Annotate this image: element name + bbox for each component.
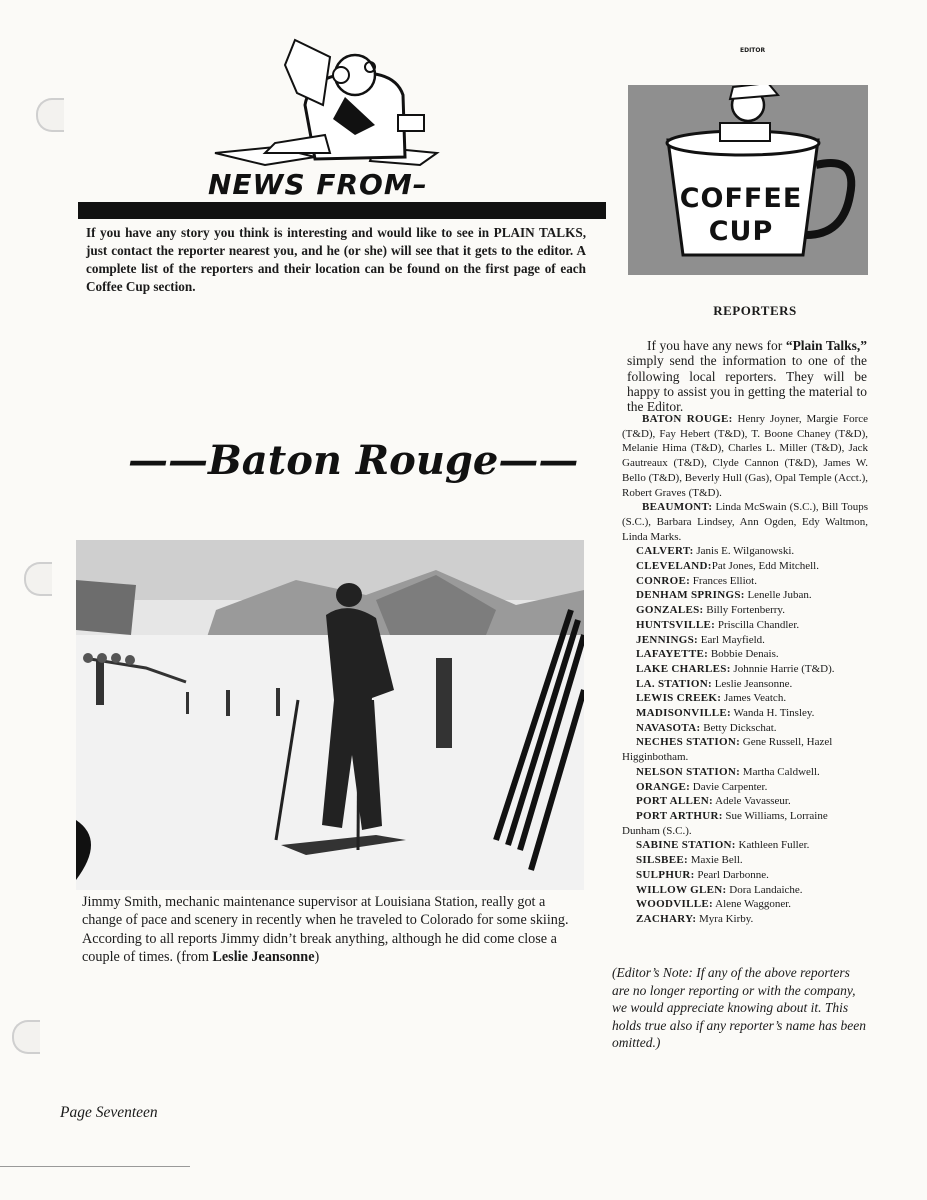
reporter-names: Martha Caldwell. xyxy=(742,765,820,778)
reporter-entry xyxy=(622,633,868,648)
cup-word: CUP xyxy=(708,216,774,247)
reporters-intro-text-b: simply send the information to one of the following local reporters. They will be happy to assist you in getting the material to the Editor. xyxy=(627,353,867,415)
reporter-location: CALVERT: xyxy=(636,545,694,558)
coffee-cup-logo xyxy=(628,47,868,275)
reporter-entry xyxy=(622,897,868,912)
reporters-heading: REPORTERS xyxy=(713,303,797,318)
reporter-names: Linda McSwain (S.C.), Bill Toups (S.C.), Barbara Lindsey, Ann Ogden, Edy Waltmon, Linda Marks. xyxy=(622,501,868,543)
plain-talks-name: “Plain Talks,” xyxy=(785,338,867,353)
reporter-location: LA. STATION: xyxy=(636,677,712,690)
reporter-names: Pat Jones, Edd Mitchell. xyxy=(711,560,819,573)
reporter-entry xyxy=(622,765,868,780)
reporter-location: BATON ROUGE: xyxy=(642,413,733,425)
reporter-names: Dora Landaiche. xyxy=(729,883,803,896)
reporter-names: Johnnie Harrie (T&D). xyxy=(733,662,835,675)
reporter-entry xyxy=(622,794,868,809)
reporter-entry xyxy=(622,853,868,868)
reporter-entry xyxy=(622,662,868,677)
reporter-entry xyxy=(622,838,868,853)
reporter-location: SILSBEE: xyxy=(636,854,688,867)
reporter-location: NELSON STATION: xyxy=(636,765,741,778)
binder-hole-middle xyxy=(24,562,52,596)
reporter-location: ORANGE: xyxy=(636,780,691,793)
reporter-names: Myra Kirby. xyxy=(699,912,754,925)
reporter-entry xyxy=(622,868,868,883)
reporter-names: Earl Mayfield. xyxy=(700,633,765,646)
reporter-names: Wanda H. Tinsley. xyxy=(733,707,815,720)
reporter-location: WILLOW GLEN: xyxy=(636,883,727,896)
reporters-intro xyxy=(627,338,867,414)
reporter-location: LAFAYETTE: xyxy=(636,648,709,661)
reporter-location: PORT ARTHUR: xyxy=(636,809,723,822)
reporter-entry xyxy=(622,883,868,898)
reporter-location: PORT ALLEN: xyxy=(636,795,713,808)
reporter-entry xyxy=(622,735,868,764)
footer-rule xyxy=(0,1166,190,1167)
reporter-entry xyxy=(622,647,868,662)
reporter-entry xyxy=(622,500,868,544)
skiing-photo xyxy=(76,540,584,890)
reporter-entry xyxy=(622,691,868,706)
photo-caption xyxy=(82,893,582,967)
reporter-names: Betty Dickschat. xyxy=(703,721,777,734)
reporter-names: Bobbie Denais. xyxy=(710,648,779,661)
reporter-location: JENNINGS: xyxy=(636,633,698,646)
reporter-names: Sue Williams, Lorraine Dunham (S.C.). xyxy=(622,809,828,837)
reporter-location: DENHAM SPRINGS: xyxy=(636,589,745,602)
reading-man-cartoon-illustration xyxy=(205,35,445,170)
reporter-location: HUNTSVILLE: xyxy=(636,618,716,631)
reporter-entry xyxy=(622,721,868,736)
reporter-location: CONROE: xyxy=(636,574,691,587)
caption-text: Jimmy Smith, mechanic maintenance supervisor at Louisiana Station, really got a change of pace and scenery in recently when he traveled to Colorado for some skiing. According to all reports Jimmy didn’t break anything, although he did come close a couple of times. (from xyxy=(82,894,569,966)
reporter-names: Adele Vavasseur. xyxy=(715,795,791,808)
reporter-entry xyxy=(622,706,868,721)
skier-photo-illustration xyxy=(76,540,584,890)
reporter-location: NECHES STATION: xyxy=(636,736,741,749)
binder-hole-top xyxy=(36,98,64,132)
reporter-location: BEAUMONT: xyxy=(642,501,713,514)
reporter-entry xyxy=(622,809,868,838)
reporter-entry xyxy=(622,588,868,603)
reporter-entry xyxy=(622,559,868,574)
reporter-entry xyxy=(622,780,868,795)
reporter-location: SABINE STATION: xyxy=(636,839,736,852)
reporter-names: Lenelle Juban. xyxy=(747,589,812,602)
reporter-location: ZACHARY: xyxy=(636,912,697,925)
reporter-entry xyxy=(622,544,868,559)
reporter-names: Priscilla Chandler. xyxy=(717,618,800,631)
reporter-names: Frances Elliot. xyxy=(692,574,757,587)
editor-note: (Editor’s Note: If any of the above reporters are no longer reporting or with the company, we would appreciate knowing about it. This holds true also if any reporter’s name has been omitted.) xyxy=(612,965,866,1050)
section-title-baton-rouge: ——Baton Rouge—— xyxy=(128,437,579,484)
reporter-names: Henry Joyner, Margie Force (T&D), Fay Hebert (T&D), T. Boone Chaney (T&D), Melanie Hima (T&D), Charles L. Miller (T&D), Jack Gautreaux (T&D), Clyde Cannon (T&D), James W. Bello (T&D), Beverly Hull (Gas), Opal Temple (Acct.), Robert Graves (T&D). xyxy=(622,413,869,499)
reporter-names: James Veatch. xyxy=(723,692,787,705)
reporter-location: MADISONVILLE: xyxy=(636,707,731,720)
caption-close: ) xyxy=(314,949,320,966)
reporter-location: NAVASOTA: xyxy=(636,721,701,734)
reporters-intro-text-a: If you have any news for xyxy=(647,338,786,353)
reporter-entry xyxy=(622,618,868,633)
binder-hole-bottom xyxy=(12,1020,40,1054)
reporter-names: Leslie Jeansonne. xyxy=(714,677,793,690)
reporter-location: LEWIS CREEK: xyxy=(636,692,722,705)
reporter-names: Janis E. Wilganowski. xyxy=(696,545,795,558)
reporter-location: WOODVILLE: xyxy=(636,898,713,911)
reporter-names: Gene Russell, Hazel Higginbotham. xyxy=(622,736,833,764)
reporter-entry xyxy=(622,677,868,692)
reporter-location: LAKE CHARLES: xyxy=(636,662,731,675)
news-from-heading: NEWS FROM– xyxy=(208,168,428,201)
reporter-entry xyxy=(622,574,868,589)
reporter-names: Davie Carpenter. xyxy=(692,780,768,793)
reporter-location: CLEVELAND: xyxy=(636,560,712,573)
caption-credit: Leslie Jeansonne xyxy=(212,949,315,966)
reporter-entry xyxy=(622,912,868,927)
editor-hat-label: EDITOR xyxy=(740,47,766,54)
reporter-entry xyxy=(622,603,868,618)
heading-underline-bar xyxy=(78,202,606,219)
reporters-list xyxy=(622,412,868,927)
intro-paragraph: If you have any story you think is interesting and would like to see in PLAIN TALKS, just contact the reporter nearest you, and he (or she) will see that it gets to the editor. A complete list of the reporters and their location can be found on the first page of each Coffee Cup section. xyxy=(86,225,586,294)
reporter-names: Pearl Darbonne. xyxy=(697,868,769,881)
reporter-names: Billy Fortenberry. xyxy=(706,604,785,617)
reporter-names: Alene Waggoner. xyxy=(715,898,792,911)
coffee-word: COFFEE xyxy=(679,183,803,214)
page-number: Page Seventeen xyxy=(60,1104,158,1121)
reporter-location: SULPHUR: xyxy=(636,868,695,881)
reporter-location: GONZALES: xyxy=(636,604,704,617)
reporter-entry xyxy=(622,412,868,500)
reporter-names: Kathleen Fuller. xyxy=(738,839,810,852)
reporter-names: Maxie Bell. xyxy=(690,854,743,867)
